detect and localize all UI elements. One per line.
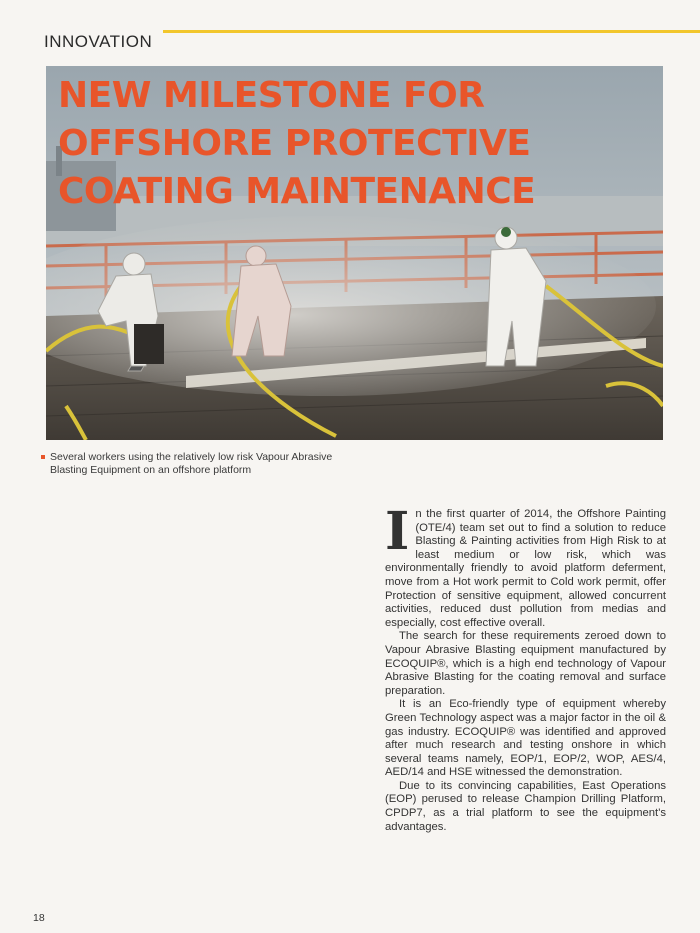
article-body	[385, 501, 666, 834]
page-number: 18	[33, 912, 45, 924]
article-paragraph: Due to its convincing capabilities, East Operations (EOP) perused to release Champion Drilling Platform, CPDP7, as a trial platform to see the equipment's advantages.	[385, 779, 666, 833]
article-paragraph: It is an Eco-friendly type of equipment whereby Green Technology aspect was a major factor in the oil & gas industry. ECOQUIP® was identified and approved after much research and testing onshore in which several teams namely, EOP/1, EOP/2, WOP, AES/4, AED/14 and HSE witnessed the demonstration.	[385, 698, 666, 779]
drop-cap: I	[385, 501, 410, 562]
header-accent-rule	[163, 30, 700, 33]
article-paragraph	[385, 501, 666, 630]
hero-photo	[46, 66, 663, 440]
title-line: OFFSHORE PROTECTIVE	[58, 123, 531, 164]
caption-text: Several workers using the relatively low risk Vapour Abrasive Blasting Equipment on an offshore platform	[50, 451, 333, 476]
caption-bullet-icon	[41, 455, 45, 459]
article-title	[58, 72, 658, 216]
title-line: NEW MILESTONE FOR	[58, 75, 485, 116]
section-label: INNOVATION	[44, 32, 153, 51]
title-line: COATING MAINTENANCE	[58, 171, 536, 212]
photo-caption	[50, 451, 350, 477]
paragraph-text: n the first quarter of 2014, the Offshore Painting (OTE/4) team set out to find a solution to reduce Blasting & Painting activities from High Risk to at least medium or low risk, which was environmentally friendly to avoid platform deferment, move from a Hot work permit to Cold work permit, offer Protection of sensitive equipment, allowed concurrent activities, reduced dust pollution from medias and especially, cost effective overall.	[385, 508, 666, 629]
article-paragraph: The search for these requirements zeroed down to Vapour Abrasive Blasting equipment manufactured by ECOQUIP®, which is a high end technology of Vapour Abrasive Blasting for the coating removal and surface preparation.	[385, 630, 666, 697]
